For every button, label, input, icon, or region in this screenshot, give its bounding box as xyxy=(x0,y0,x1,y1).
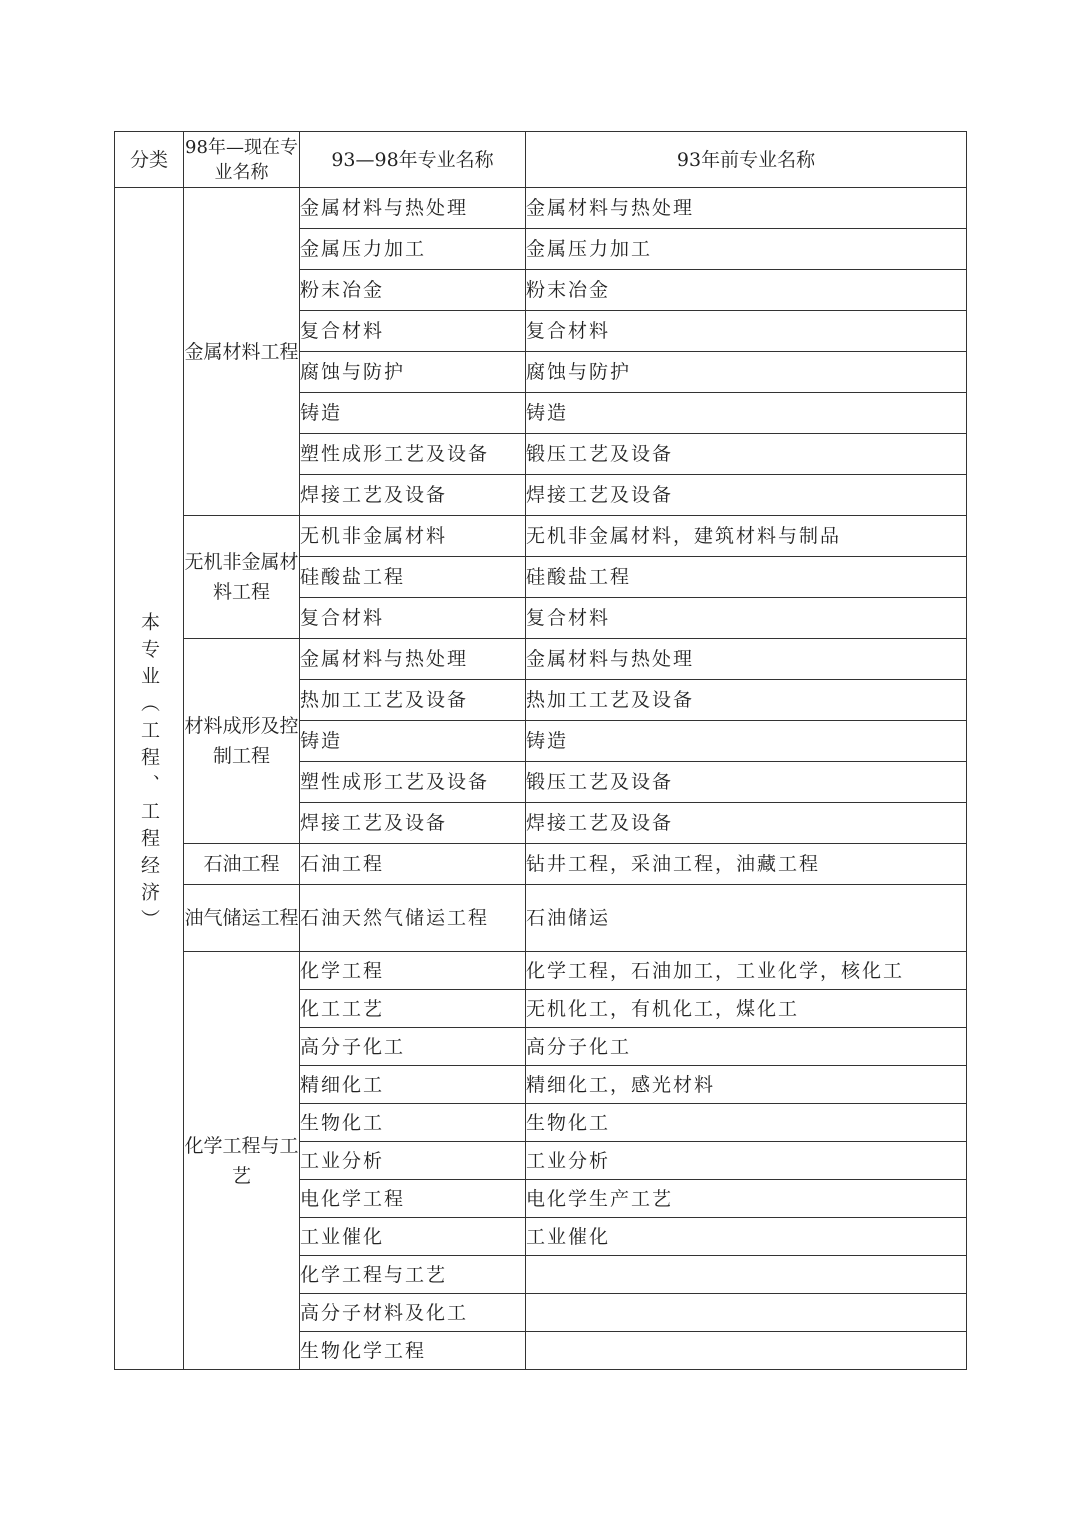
mid-name-cell: 腐蚀与防护 xyxy=(300,352,526,393)
mid-name-cell: 硅酸盐工程 xyxy=(300,557,526,598)
mid-name-cell: 化工工艺 xyxy=(300,990,526,1028)
mid-name-cell: 焊接工艺及设备 xyxy=(300,475,526,516)
pre93-name-cell: 金属材料与热处理 xyxy=(526,639,967,680)
pre93-name-cell: 焊接工艺及设备 xyxy=(526,803,967,844)
pre93-name-cell: 金属压力加工 xyxy=(526,229,967,270)
pre93-name-cell: 工业催化 xyxy=(526,1218,967,1256)
mid-name-cell: 化学工程 xyxy=(300,952,526,990)
pre93-name-cell: 复合材料 xyxy=(526,311,967,352)
mid-name-cell: 高分子材料及化工 xyxy=(300,1294,526,1332)
pre93-name-cell xyxy=(526,1332,967,1370)
category-label: 本专业（工程、工程经济） xyxy=(138,612,160,936)
mid-name-cell: 生物化工 xyxy=(300,1104,526,1142)
mid-name-cell: 铸造 xyxy=(300,393,526,434)
pre93-name-cell: 石油储运 xyxy=(526,885,967,952)
pre93-name-cell xyxy=(526,1256,967,1294)
mid-name-cell: 金属材料与热处理 xyxy=(300,188,526,229)
mid-name-cell: 复合材料 xyxy=(300,598,526,639)
header-pre93: 93年前专业名称 xyxy=(526,132,967,188)
mid-name-cell: 高分子化工 xyxy=(300,1028,526,1066)
pre93-name-cell xyxy=(526,1294,967,1332)
mid-name-cell: 精细化工 xyxy=(300,1066,526,1104)
mid-name-cell: 金属材料与热处理 xyxy=(300,639,526,680)
pre93-name-cell: 金属材料与热处理 xyxy=(526,188,967,229)
header-row xyxy=(115,132,967,188)
mid-name-cell: 金属压力加工 xyxy=(300,229,526,270)
mid-name-cell: 复合材料 xyxy=(300,311,526,352)
pre93-name-cell: 钻井工程，采油工程，油藏工程 xyxy=(526,844,967,885)
pre93-name-cell: 腐蚀与防护 xyxy=(526,352,967,393)
group-name: 石油工程 xyxy=(184,844,300,885)
mid-name-cell: 塑性成形工艺及设备 xyxy=(300,762,526,803)
pre93-name-cell: 化学工程，石油加工，工业化学，核化工 xyxy=(526,952,967,990)
mid-name-cell: 热加工工艺及设备 xyxy=(300,680,526,721)
header-category: 分类 xyxy=(115,132,184,188)
table-row xyxy=(115,516,967,557)
mid-name-cell: 电化学工程 xyxy=(300,1180,526,1218)
pre93-name-cell: 无机化工，有机化工，煤化工 xyxy=(526,990,967,1028)
category-cell xyxy=(115,188,184,1370)
pre93-name-cell: 工业分析 xyxy=(526,1142,967,1180)
table-row xyxy=(115,844,967,885)
mid-name-cell: 化学工程与工艺 xyxy=(300,1256,526,1294)
group-name: 无机非金属材料工程 xyxy=(184,516,300,639)
pre93-name-cell: 电化学生产工艺 xyxy=(526,1180,967,1218)
mid-name-cell: 石油工程 xyxy=(300,844,526,885)
group-name: 化学工程与工艺 xyxy=(184,952,300,1370)
pre93-name-cell: 精细化工，感光材料 xyxy=(526,1066,967,1104)
pre93-name-cell: 高分子化工 xyxy=(526,1028,967,1066)
pre93-name-cell: 复合材料 xyxy=(526,598,967,639)
pre93-name-cell: 硅酸盐工程 xyxy=(526,557,967,598)
table-row xyxy=(115,885,967,952)
pre93-name-cell: 热加工工艺及设备 xyxy=(526,680,967,721)
group-name: 油气储运工程 xyxy=(184,885,300,952)
mid-name-cell: 生物化学工程 xyxy=(300,1332,526,1370)
pre93-name-cell: 粉末冶金 xyxy=(526,270,967,311)
pre93-name-cell: 锻压工艺及设备 xyxy=(526,434,967,475)
header-mid: 93—98年专业名称 xyxy=(300,132,526,188)
group-name: 金属材料工程 xyxy=(184,188,300,516)
mid-name-cell: 粉末冶金 xyxy=(300,270,526,311)
mid-name-cell: 铸造 xyxy=(300,721,526,762)
pre93-name-cell: 锻压工艺及设备 xyxy=(526,762,967,803)
table-row xyxy=(115,952,967,990)
mid-name-cell: 无机非金属材料 xyxy=(300,516,526,557)
pre93-name-cell: 焊接工艺及设备 xyxy=(526,475,967,516)
mid-name-cell: 石油天然气储运工程 xyxy=(300,885,526,952)
pre93-name-cell: 铸造 xyxy=(526,393,967,434)
pre93-name-cell: 铸造 xyxy=(526,721,967,762)
mid-name-cell: 工业催化 xyxy=(300,1218,526,1256)
mid-name-cell: 焊接工艺及设备 xyxy=(300,803,526,844)
table-row xyxy=(115,188,967,229)
pre93-name-cell: 无机非金属材料，建筑材料与制品 xyxy=(526,516,967,557)
mid-name-cell: 塑性成形工艺及设备 xyxy=(300,434,526,475)
header-current: 98年—现在专业名称 xyxy=(184,132,300,188)
table-row xyxy=(115,639,967,680)
group-name: 材料成形及控制工程 xyxy=(184,639,300,844)
mid-name-cell: 工业分析 xyxy=(300,1142,526,1180)
pre93-name-cell: 生物化工 xyxy=(526,1104,967,1142)
majors-table xyxy=(114,131,967,1370)
